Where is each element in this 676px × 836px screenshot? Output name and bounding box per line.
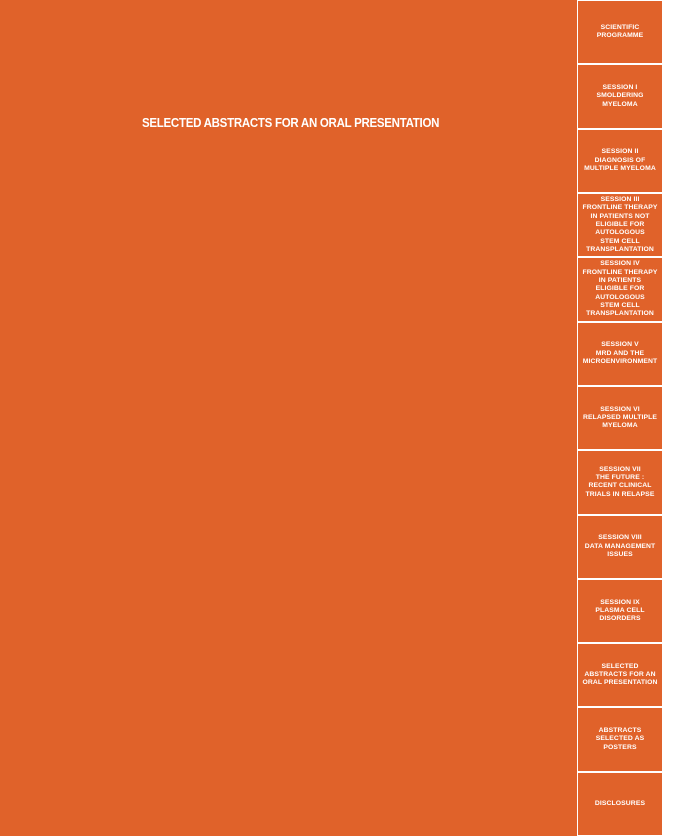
sidebar-item-poster-abstracts[interactable] — [578, 708, 662, 770]
sidebar-item-session-7[interactable] — [578, 451, 662, 513]
sidebar-item-label: SESSION IV FRONTLINE THERAPY IN PATIENTS ELIGIBLE FOR AUTOLOGOUS STEM CELL TRANSPLANTATION — [582, 260, 658, 318]
sidebar-item-label: SESSION III FRONTLINE THERAPY IN PATIENTS NOT ELIGIBLE FOR AUTOLOGOUS STEM CELL TRANSPLANTATION — [582, 196, 658, 253]
sidebar-item-session-3[interactable] — [578, 194, 662, 256]
sidebar-item-scientific-programme[interactable] — [578, 1, 662, 63]
sidebar-item-session-2[interactable] — [578, 130, 662, 192]
sidebar-item-session-6[interactable] — [578, 387, 662, 449]
sidebar-item-label: SESSION II DIAGNOSIS OF MULTIPLE MYELOMA — [584, 148, 656, 172]
sidebar-item-disclosures[interactable] — [578, 773, 662, 835]
sidebar-item-session-5[interactable] — [578, 323, 662, 385]
sidebar-item-label: ABSTRACTS SELECTED AS POSTERS — [595, 727, 645, 751]
sidebar-item-label: SESSION I SMOLDERING MYELOMA — [596, 84, 644, 108]
sidebar-item-session-9[interactable] — [578, 580, 662, 642]
sidebar-nav — [577, 0, 662, 836]
sidebar-item-label: DISCLOSURES — [594, 799, 646, 807]
sidebar-item-label: SESSION V MRD AND THE MICROENVIRONMENT — [582, 341, 658, 365]
sidebar-item-label: SESSION VIII DATA MANAGEMENT ISSUES — [584, 534, 656, 558]
sidebar-item-label: SESSION IX PLASMA CELL DISORDERS — [595, 598, 645, 623]
sidebar-item-session-1[interactable] — [578, 65, 662, 127]
page-title: SELECTED ABSTRACTS FOR AN ORAL PRESENTATION — [142, 116, 440, 130]
sidebar-item-label: SELECTED ABSTRACTS FOR AN ORAL PRESENTATION — [582, 662, 658, 687]
sidebar-item-label: SESSION VI RELAPSED MULTIPLE MYELOMA — [582, 405, 658, 430]
sidebar-item-session-8[interactable] — [578, 516, 662, 578]
sidebar-item-label: SESSION VII THE FUTURE : RECENT CLINICAL TRIALS IN RELAPSE — [585, 465, 655, 498]
sidebar-item-session-4[interactable] — [578, 258, 662, 320]
sidebar-item-oral-abstracts[interactable] — [578, 644, 662, 706]
sidebar-item-label: SCIENTIFIC PROGRAMME — [596, 23, 644, 40]
